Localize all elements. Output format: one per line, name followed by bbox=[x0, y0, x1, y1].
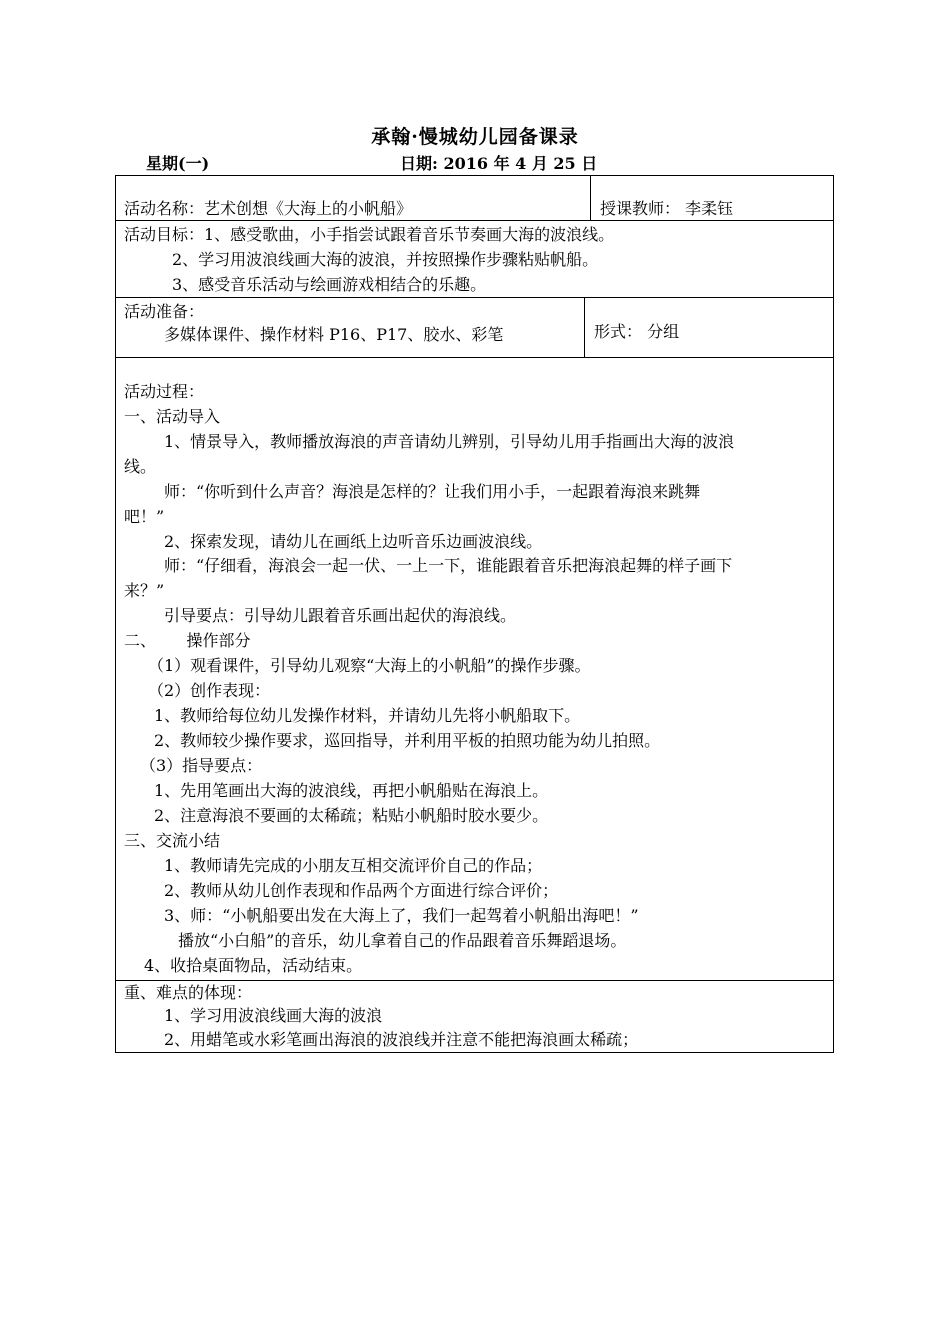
process-line: 吧！” bbox=[124, 507, 165, 526]
process-line: 师：“仔细看，海浪会一起一伏、一上一下，谁能跟着音乐把海浪起舞的样子画下 bbox=[164, 556, 733, 575]
process-line: 2、教师从幼儿创作表现和作品两个方面进行综合评价； bbox=[164, 881, 559, 900]
process-line: 活动过程： bbox=[124, 382, 205, 401]
process-line: 播放“小白船”的音乐，幼儿拿着自己的作品跟着音乐舞蹈退场。 bbox=[178, 931, 627, 950]
process-line: 2、教师较少操作要求，巡回指导，并利用平板的拍照功能为幼儿拍照。 bbox=[154, 731, 661, 750]
process-line: 三、交流小结 bbox=[124, 831, 221, 850]
goal-line: 3、感受音乐活动与绘画游戏相结合的乐趣。 bbox=[172, 275, 487, 294]
process-line: 1、教师请先完成的小朋友互相交流评价自己的作品； bbox=[164, 856, 543, 875]
goals-row bbox=[115, 220, 834, 298]
process-line: （1）观看课件，引导幼儿观察“大海上的小帆船”的操作步骤。 bbox=[148, 656, 591, 675]
teacher-name: 授课教师： 李柔钰 bbox=[600, 199, 734, 218]
process-line: 4、收拾桌面物品，活动结束。 bbox=[144, 956, 363, 975]
activity-name-row bbox=[115, 175, 834, 221]
difficulty-row bbox=[115, 980, 834, 1053]
process-line: 2、注意海浪不要画的太稀疏；粘贴小帆船时胶水要少。 bbox=[154, 806, 549, 825]
process-line: 3、师：“小帆船要出发在大海上了，我们一起驾着小帆船出海吧！” bbox=[164, 906, 639, 925]
process-line: （2）创作表现： bbox=[148, 681, 271, 700]
process-line: 2、探索发现，请幼儿在画纸上边听音乐边画波浪线。 bbox=[164, 532, 543, 551]
preparation-row bbox=[115, 297, 834, 358]
column-divider bbox=[590, 176, 591, 220]
process-line: 引导要点：引导幼儿跟着音乐画出起伏的海浪线。 bbox=[164, 606, 517, 625]
activity-name: 活动名称：艺术创想《大海上的小帆船》 bbox=[124, 199, 413, 218]
goal-line: 活动目标：1、感受歌曲，小手指尝试跟着音乐节奏画大海的波浪线。 bbox=[124, 225, 615, 244]
process-line: 二、 操作部分 bbox=[124, 631, 251, 650]
weekday-label: 星期(一) bbox=[146, 154, 210, 173]
difficulty-line: 2、用蜡笔或水彩笔画出海浪的波浪线并注意不能把海浪画太稀疏； bbox=[164, 1030, 639, 1049]
date-label: 日期: 2016 年 4 月 25 日 bbox=[400, 154, 598, 173]
process-line: （3）指导要点： bbox=[140, 756, 263, 775]
preparation-label: 活动准备： bbox=[124, 302, 205, 321]
process-line: 1、情景导入，教师播放海浪的声音请幼儿辨别，引导幼儿用手指画出大海的波浪 bbox=[164, 432, 735, 451]
process-line: 师：“你听到什么声音？海浪是怎样的？让我们用小手，一起跟着海浪来跳舞 bbox=[164, 482, 701, 501]
preparation-materials: 多媒体课件、操作材料 P16、P17、胶水、彩笔 bbox=[164, 325, 504, 344]
process-line: 一、活动导入 bbox=[124, 407, 221, 426]
page-title: 承翰·慢城幼儿园备课录 bbox=[371, 126, 579, 148]
process-row bbox=[115, 357, 834, 981]
process-line: 1、教师给每位幼儿发操作材料，并请幼儿先将小帆船取下。 bbox=[154, 706, 581, 725]
process-line: 线。 bbox=[124, 457, 157, 476]
column-divider bbox=[584, 298, 585, 357]
difficulty-line: 重、难点的体现： bbox=[124, 983, 253, 1002]
goal-line: 2、学习用波浪线画大海的波浪，并按照操作步骤粘贴帆船。 bbox=[172, 250, 599, 269]
process-line: 来？” bbox=[124, 581, 165, 600]
difficulty-line: 1、学习用波浪线画大海的波浪 bbox=[164, 1006, 383, 1025]
process-line: 1、先用笔画出大海的波浪线，再把小帆船贴在海浪上。 bbox=[154, 781, 549, 800]
activity-form: 形式： 分组 bbox=[594, 322, 680, 341]
